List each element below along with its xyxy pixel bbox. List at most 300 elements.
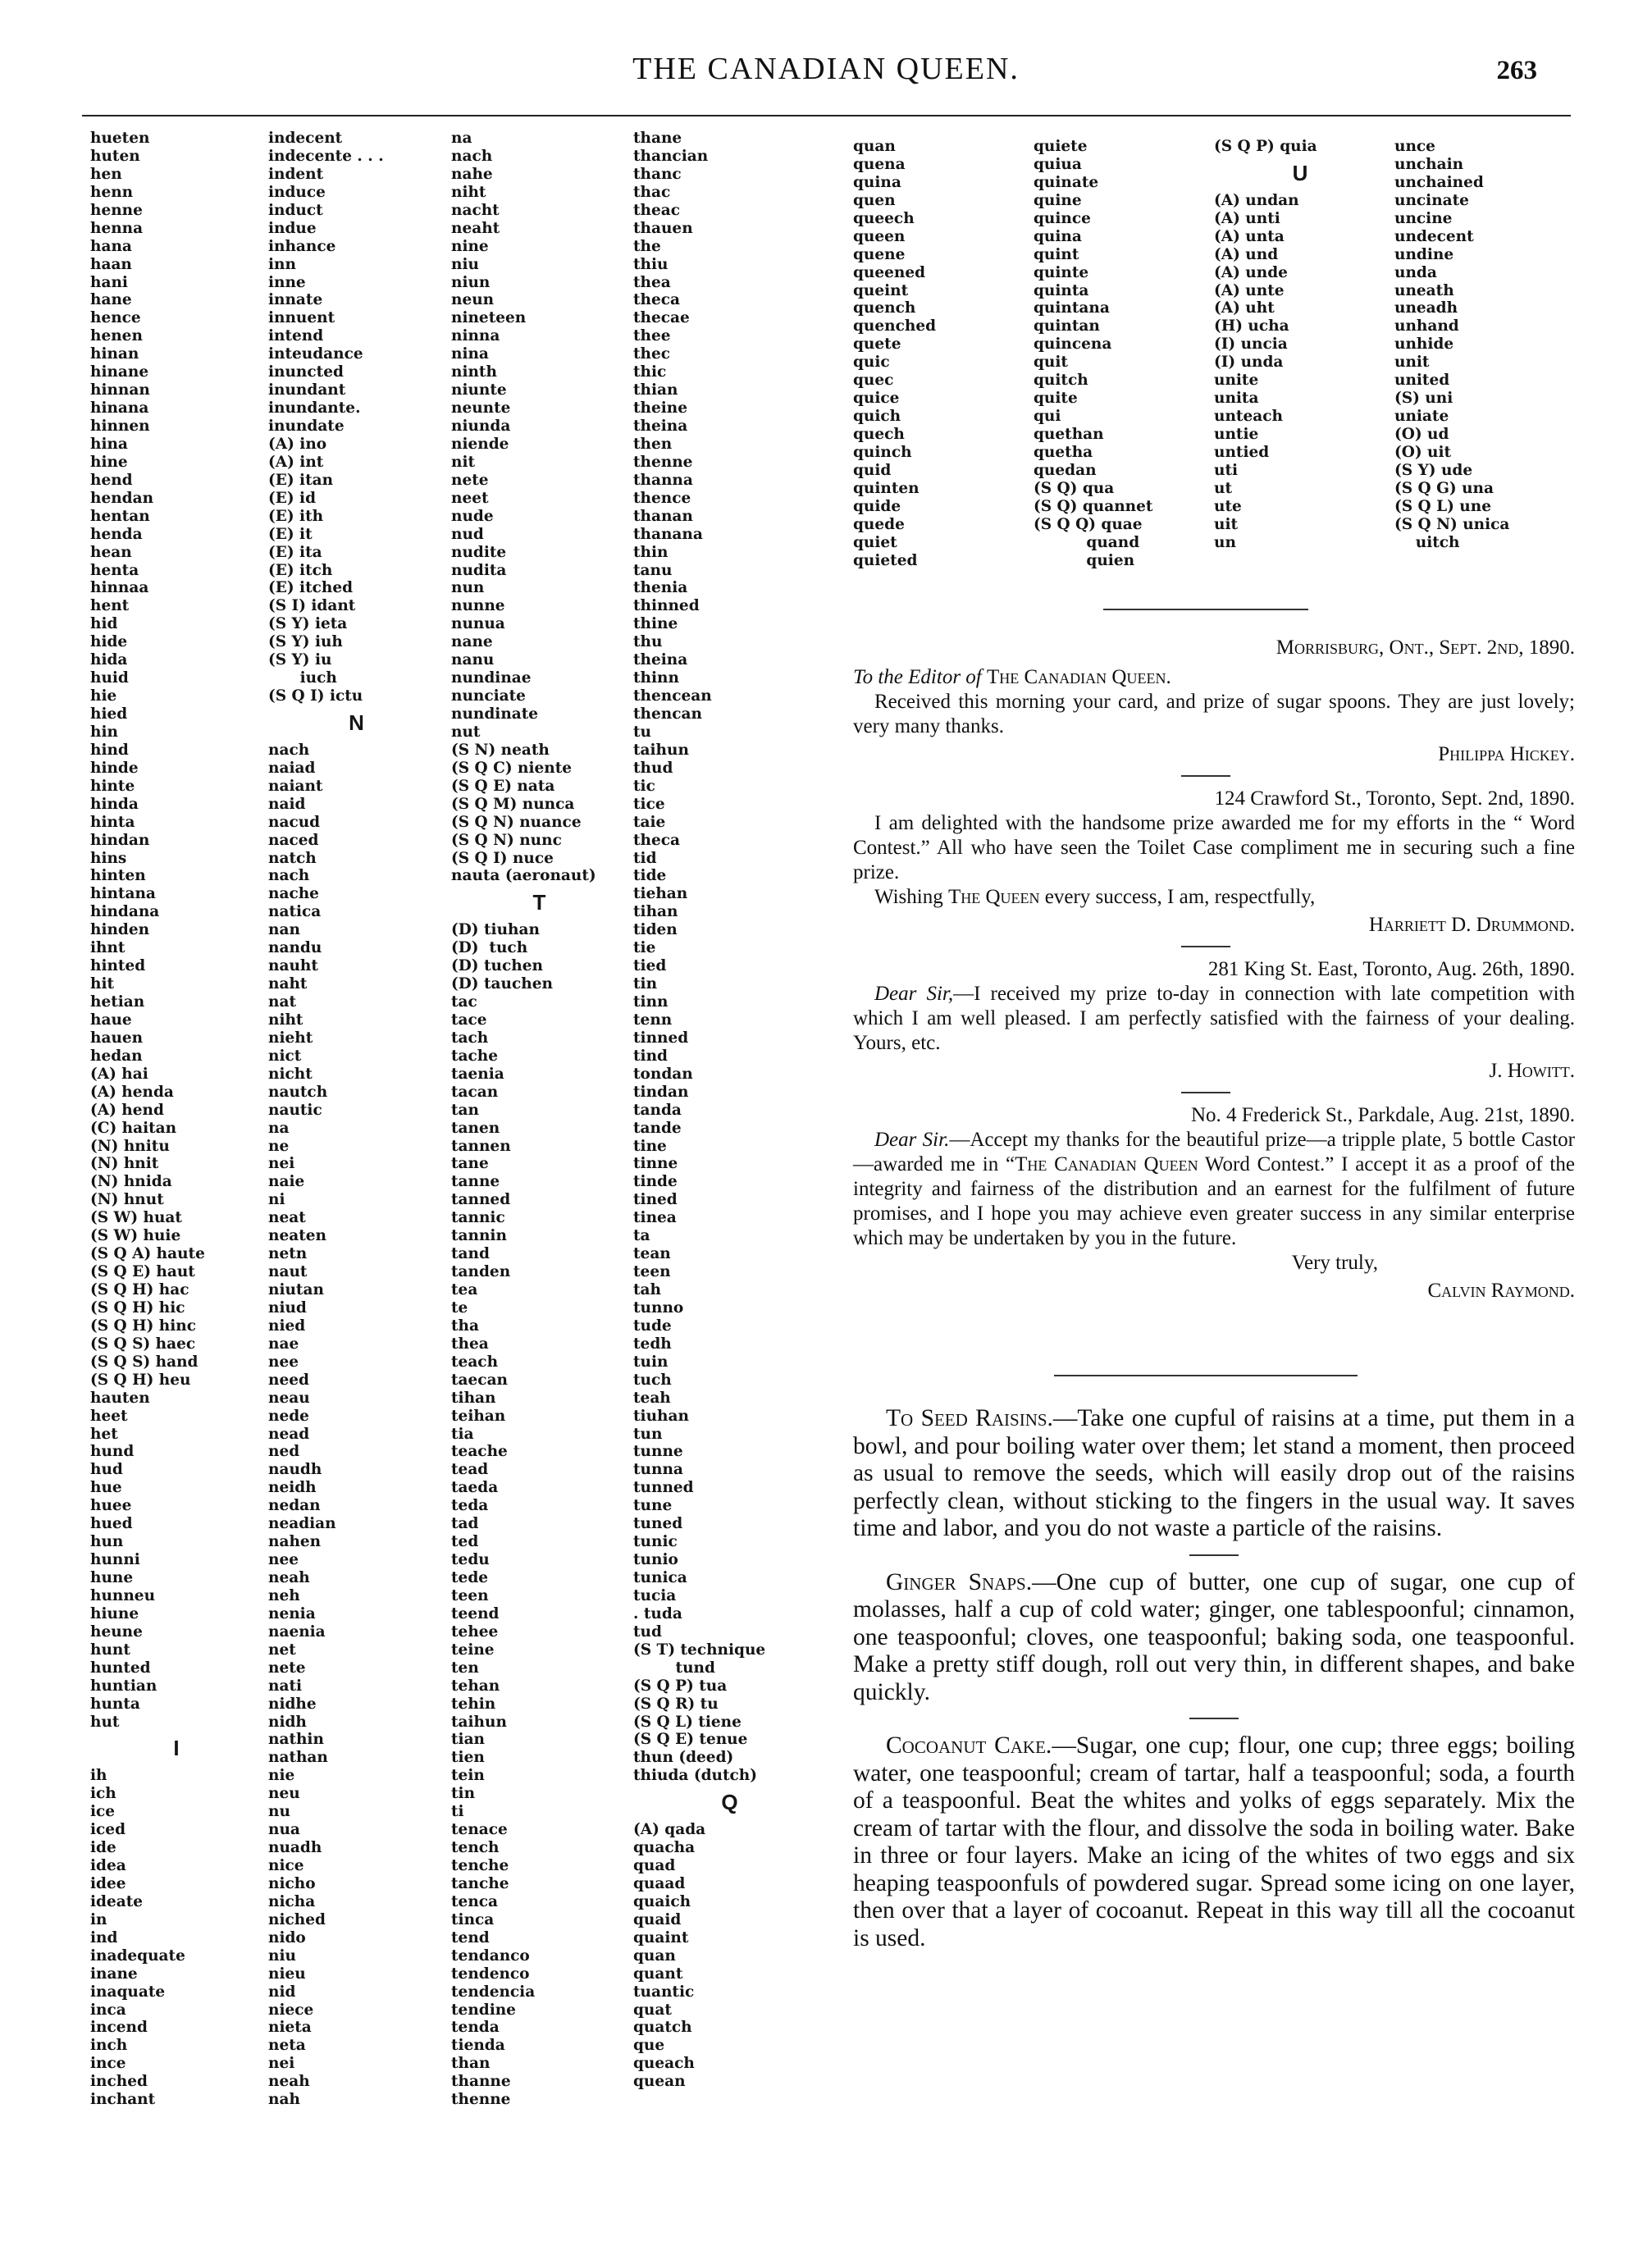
word-entry: tand [451, 1245, 490, 1263]
word-entry: hueten [90, 130, 150, 147]
word-entry: incend [90, 2019, 148, 2037]
word-entry: quintana [1034, 299, 1110, 317]
word-entry: tin [451, 1785, 476, 1803]
word-entry: nice [268, 1857, 304, 1875]
recipe [853, 1732, 1575, 1952]
word-entry: nict [268, 1047, 302, 1065]
word-entry: tunica [633, 1569, 687, 1586]
word-entry: tihan [451, 1389, 496, 1407]
word-entry: quand [1034, 533, 1140, 551]
word-entry: niunda [451, 418, 511, 435]
word-entry: quinte [1034, 263, 1089, 281]
recipe-body: —Sugar, one cup; flour, one cup; three eggs; boiling water, one teaspoonful; cream of tartar, half a teaspoonful; soda, a fourth of a teaspoonful. Beat the whites and yolks of eggs separately. Mix the cream of tartar with the flour, and dissolve the soda in boiling water. Bake in three or four layers. Make an icing of the whites of two eggs and six heaping teaspoonfuls of powdered sugar. Spread some icing on one layer, then over that a layer of cocoanut. Repeat in this way till all the cocoanut is used. [853, 1732, 1575, 1951]
word-entry: uit [1214, 515, 1239, 533]
word-entry: hid [90, 615, 118, 633]
word-entry: tinde [633, 1173, 678, 1191]
word-entry: hinda [90, 795, 139, 813]
word-entry: thiu [633, 255, 669, 273]
word-entry: tedu [451, 1551, 490, 1569]
word-entry: tendenco [451, 1965, 530, 1983]
word-entry: teine [451, 1641, 495, 1659]
word-entry: ninna [451, 327, 500, 345]
word-entry: nidhe [268, 1695, 317, 1713]
word-entry: tid [633, 849, 657, 867]
word-entry: tend [451, 1928, 490, 1947]
word-entry: innate [268, 291, 323, 309]
word-entry: theac [633, 201, 681, 219]
word-entry: nineteen [451, 309, 527, 327]
word-entry: hinana [90, 399, 149, 418]
word-entry: nedan [268, 1497, 321, 1515]
word-entry: ide [90, 1839, 116, 1857]
word-entry: (N) hnitu [90, 1137, 170, 1155]
word-entry: tuch [633, 1371, 672, 1389]
word-entry: (C) haitan [90, 1119, 177, 1137]
recipe [853, 1569, 1575, 1707]
word-entry: hinted [90, 957, 146, 975]
word-column-5 [853, 138, 1025, 570]
word-entry: (A) undan [1214, 191, 1299, 209]
word-entry: nicht [268, 1065, 313, 1083]
word-entry: thine [633, 615, 678, 633]
word-entry: tinne [633, 1155, 678, 1173]
word-entry: quec [853, 372, 894, 390]
word-entry: need [268, 1371, 309, 1389]
word-entry: nee [268, 1353, 299, 1371]
word-entry: quedan [1034, 461, 1097, 479]
word-entry: taie [633, 813, 666, 831]
word-column-4 [633, 130, 826, 2091]
word-entry: (S Q S) hand [90, 1353, 199, 1371]
letter-body: Received this morning your card, and prize of sugar spoons. They are just lovely; very many thanks. [853, 691, 1575, 737]
word-entry: intend [268, 327, 324, 345]
word-entry: (S Y) iuh [268, 633, 343, 651]
word-entry: quite [1034, 390, 1078, 408]
word-entry: teen [451, 1586, 489, 1604]
word-entry: hindan [90, 831, 150, 849]
word-entry: iuch [268, 669, 337, 687]
word-entry: tendine [451, 2001, 516, 2019]
word-entry: inch [90, 2037, 128, 2055]
word-entry: na [268, 1119, 290, 1137]
recipe-divider [1189, 1718, 1239, 1719]
word-entry: (S Q H) hinc [90, 1317, 196, 1335]
word-entry: uneadh [1394, 299, 1458, 317]
word-column-1 [90, 130, 262, 2109]
word-entry: nete [451, 471, 489, 489]
word-entry: tinca [451, 1910, 495, 1928]
word-entry: neadian [268, 1515, 336, 1533]
word-entry: quena [853, 155, 906, 173]
word-entry: hied [90, 705, 128, 723]
letter-heading: T [532, 890, 546, 915]
word-entry: queen [853, 227, 906, 245]
word-entry: tean [633, 1245, 671, 1263]
word-entry: niutan [268, 1281, 324, 1299]
word-entry: un [1214, 533, 1236, 551]
word-entry: hine [90, 453, 128, 471]
letter-signature: Philippa Hickey. [1438, 743, 1575, 765]
word-entry: huten [90, 147, 140, 165]
word-entry: tunne [633, 1443, 683, 1461]
word-entry: hinte [90, 777, 135, 795]
word-entry: neah [268, 1569, 310, 1587]
word-entry: (S Q H) hic [90, 1298, 185, 1317]
word-entry: nahen [268, 1533, 322, 1551]
word-entry: het [90, 1425, 118, 1443]
word-entry: quiet [853, 533, 897, 551]
word-entry: tie [633, 939, 656, 957]
word-entry: tihan [633, 903, 678, 921]
word-entry: nid [268, 1983, 296, 2001]
word-entry: huee [90, 1497, 132, 1515]
word-entry: tiuhan [633, 1407, 689, 1425]
recipe-title: Cocoanut Cake. [886, 1732, 1052, 1759]
word-entry: heune [90, 1622, 143, 1641]
letter-dateline: Morrisburg, Ont., Sept. 2nd, 1890. [1276, 637, 1575, 659]
word-entry: tendencia [451, 1983, 536, 2001]
word-entry: (S Q N) unica [1394, 515, 1510, 533]
word-entry: nae [268, 1335, 299, 1353]
word-entry: nenia [268, 1604, 316, 1622]
word-entry: quad [633, 1857, 676, 1875]
word-entry: hunt [90, 1641, 130, 1659]
word-entry: (N) hnut [90, 1191, 164, 1209]
letter-heading: N [349, 710, 364, 735]
word-entry: haan [90, 255, 132, 273]
word-entry: tienda [451, 2037, 505, 2055]
word-entry: hence [90, 309, 141, 327]
word-entry: quinten [853, 479, 920, 497]
word-entry: neau [268, 1389, 310, 1407]
word-entry: hued [90, 1515, 133, 1533]
word-entry: uncine [1394, 209, 1453, 227]
word-entry: tien [451, 1749, 485, 1767]
word-entry: inne [268, 273, 306, 291]
word-entry: nat [268, 993, 296, 1011]
recipe-body: —Take one cupful of raisins at a time, put them in a bowl, and pour boiling water over them; let stand a moment, then proceed as usual to remove the seeds, which will easily drop out of the raisins perfectly clean, without sticking to the fingers in the usual way. It saves time and labor, and you do not waste a particle of the raisins. [853, 1405, 1576, 1541]
word-entry: thanne [451, 2073, 511, 2091]
word-entry: quethan [1034, 426, 1104, 443]
word-entry: indent [268, 165, 324, 183]
word-entry: thanan [633, 507, 693, 525]
word-entry: tanen [451, 1119, 500, 1137]
word-entry: quacha [633, 1839, 696, 1857]
word-entry: nanu [451, 651, 495, 669]
word-entry: thud [633, 759, 673, 777]
word-entry: hedan [90, 1047, 143, 1065]
word-entry: niunte [451, 381, 507, 399]
word-entry: nauta (aeronaut) [451, 867, 596, 885]
word-entry: hit [90, 975, 115, 993]
word-entry: tede [451, 1569, 489, 1587]
word-entry: niud [268, 1298, 307, 1317]
word-entry: neu [268, 1785, 300, 1803]
word-entry: hinten [90, 867, 146, 885]
word-entry: hunni [90, 1551, 140, 1569]
word-entry: (A) hai [90, 1065, 148, 1083]
word-entry: tude [633, 1317, 672, 1335]
word-entry: henn [90, 183, 134, 201]
letter-signature: J. Howitt. [1489, 1060, 1575, 1082]
word-entry: induct [268, 201, 323, 219]
letter [853, 1103, 1575, 1303]
word-entry: (N) hnida [90, 1173, 172, 1191]
word-entry: quant [633, 1965, 683, 1983]
word-entry: neunte [451, 399, 511, 418]
word-entry: nud [451, 525, 484, 543]
word-entry: (E) itch [268, 561, 333, 579]
word-entry: quide [853, 497, 901, 515]
letter-signature: Harriett D. Drummond. [1368, 914, 1575, 936]
word-entry: nan [268, 921, 300, 939]
word-entry: hinde [90, 759, 139, 777]
word-entry: niende [451, 435, 509, 453]
word-entry: hean [90, 543, 132, 561]
section-rule [1054, 1375, 1358, 1376]
word-entry: tund [633, 1659, 715, 1677]
word-entry: niched [268, 1910, 326, 1928]
word-entry: thee [633, 327, 671, 345]
word-entry: hin [90, 723, 118, 741]
word-entry: (S Q) quannet [1034, 497, 1153, 515]
word-entry: nauht [268, 957, 318, 975]
word-entry: tud [633, 1622, 662, 1641]
word-entry: theine [633, 399, 688, 418]
publication-name: The Queen [947, 886, 1040, 908]
word-entry: neaten [268, 1227, 326, 1245]
word-entry: naenia [268, 1622, 326, 1641]
word-entry: nache [268, 885, 319, 903]
word-entry: niht [451, 183, 486, 201]
word-entry: ice [90, 1803, 116, 1821]
word-entry: nane [451, 633, 493, 651]
letter-body-continued: Wishing The Queen every success, I am, respectfully, [874, 886, 1316, 908]
word-entry: nit [451, 453, 476, 471]
word-entry: (E) itched [268, 579, 354, 597]
word-entry: (S Q L) une [1394, 497, 1491, 515]
word-entry: (S W) huat [90, 1209, 182, 1227]
word-entry: tunna [633, 1461, 683, 1479]
word-entry: (S Y) ude [1394, 461, 1473, 479]
word-entry: thencan [633, 705, 702, 723]
word-entry: henta [90, 561, 139, 579]
word-entry: nead [268, 1425, 310, 1443]
word-entry: unchained [1394, 173, 1484, 191]
word-entry: hiune [90, 1604, 139, 1622]
word-entry: (S Q I) ictu [268, 687, 363, 705]
word-entry: thun (deed) [633, 1749, 734, 1767]
word-entry: nede [268, 1407, 309, 1425]
word-entry: (S Q M) nunca [451, 795, 575, 813]
word-entry: naie [268, 1173, 305, 1191]
word-entry: theina [633, 651, 688, 669]
word-entry: tenche [451, 1857, 509, 1875]
word-entry: tiehan [633, 885, 688, 903]
word-entry: neta [268, 2037, 306, 2055]
word-entry: tad [451, 1515, 479, 1533]
word-entry: (S Q P) quia [1214, 138, 1317, 155]
word-entry: quaich [633, 1892, 691, 1910]
word-entry: hind [90, 741, 129, 759]
word-entry: (S Q E) haut [90, 1263, 195, 1281]
word-entry: indue [268, 219, 317, 237]
word-entry: tuantic [633, 1983, 695, 2001]
word-entry: (D) tauchen [451, 975, 553, 993]
word-entry: natica [268, 903, 322, 921]
word-entry: (S Q E) tenue [633, 1731, 748, 1749]
letter-heading: Q [721, 1790, 738, 1815]
word-entry: tondan [633, 1065, 693, 1083]
word-entry: tace [451, 1011, 487, 1029]
word-entry: hinnen [90, 418, 150, 435]
letter-divider [1181, 775, 1230, 777]
word-entry: tendanco [451, 1947, 530, 1965]
word-entry: taecan [451, 1371, 509, 1389]
word-entry: qui [1034, 408, 1061, 426]
word-entry: tande [633, 1119, 682, 1137]
word-entry: quaint [633, 1928, 689, 1947]
word-entry: nunne [451, 597, 505, 615]
word-entry: (A) unti [1214, 209, 1280, 227]
word-entry: tunio [633, 1551, 678, 1569]
word-entry: tic [633, 777, 655, 795]
word-entry: nunua [451, 615, 505, 633]
word-entry: taenia [451, 1065, 504, 1083]
word-entry: quaad [633, 1874, 686, 1892]
running-title: THE CANADIAN QUEEN. [632, 52, 1020, 86]
word-entry: quich [853, 408, 901, 426]
word-entry: (S I) idant [268, 597, 356, 615]
word-entry: queach [633, 2055, 695, 2073]
page-number: 263 [1496, 56, 1537, 85]
word-entry: quenched [853, 317, 937, 335]
word-entry: tanned [451, 1191, 511, 1209]
word-entry: naiant [268, 777, 323, 795]
word-entry: (S Q H) heu [90, 1371, 191, 1389]
word-entry: hida [90, 651, 128, 669]
word-entry: huid [90, 669, 129, 687]
word-entry: nun [451, 579, 485, 597]
recipe-title: Ginger Snaps. [886, 1568, 1033, 1595]
word-entry: hide [90, 633, 128, 651]
word-entry: (S Q C) niente [451, 759, 573, 777]
word-entry: hie [90, 687, 117, 705]
word-entry: niht [268, 1011, 303, 1029]
word-entry: inca [90, 2001, 126, 2019]
word-entry: (E) ita [268, 543, 322, 561]
word-entry: hetian [90, 993, 145, 1011]
word-entry: nautch [268, 1083, 328, 1101]
word-entry: unhand [1394, 317, 1459, 335]
letters-section [853, 636, 1575, 1303]
word-entry: ted [451, 1533, 479, 1551]
word-entry: (N) hnit [90, 1155, 159, 1173]
word-entry: (D) tiuhan [451, 921, 540, 939]
word-entry: tanda [633, 1101, 682, 1119]
word-entry: quinate [1034, 173, 1099, 191]
word-entry: queened [853, 263, 926, 281]
word-entry: tenda [451, 2019, 500, 2037]
word-entry: (E) it [268, 525, 313, 543]
word-entry: tanche [451, 1874, 509, 1892]
word-entry: ni [268, 1191, 285, 1209]
word-entry: ute [1214, 497, 1242, 515]
section-rule [1103, 609, 1308, 610]
word-entry: nathan [268, 1749, 328, 1767]
word-entry: (I) uncia [1214, 335, 1288, 354]
letter-closing: Very truly, [1291, 1252, 1378, 1274]
recipe-divider [1189, 1554, 1239, 1556]
word-entry: (D) tuchen [451, 957, 543, 975]
word-entry: nudite [451, 543, 507, 561]
word-entry: (A) unde [1214, 263, 1288, 281]
word-entry: thinn [633, 669, 679, 687]
word-entry: (S Q N) nunc [451, 831, 562, 849]
word-entry: quinch [853, 443, 912, 461]
word-entry: nidh [268, 1713, 307, 1731]
word-entry: tind [633, 1047, 668, 1065]
word-entry: quinta [1034, 281, 1089, 299]
letter [853, 636, 1575, 767]
word-entry: theca [633, 831, 681, 849]
word-entry: quina [1034, 227, 1082, 245]
word-entry: tian [451, 1731, 486, 1749]
word-entry: quid [853, 461, 892, 479]
word-column-3 [451, 130, 627, 2109]
word-entry: niece [268, 2001, 314, 2019]
word-entry: tunned [633, 1479, 694, 1497]
word-entry: unite [1214, 372, 1259, 390]
word-entry: hane [90, 291, 132, 309]
word-entry: (A) qada [633, 1821, 706, 1839]
word-entry: ihnt [90, 939, 125, 957]
word-entry: nido [268, 1928, 306, 1947]
word-entry: undecent [1394, 227, 1474, 245]
word-entry: thec [633, 345, 671, 363]
letter [853, 787, 1575, 938]
word-entry: nach [268, 741, 310, 759]
word-entry: thence [633, 489, 691, 507]
word-entry: tehin [451, 1695, 496, 1713]
word-entry: thian [633, 381, 678, 399]
word-entry: teah [633, 1389, 671, 1407]
word-entry: (E) itan [268, 471, 334, 489]
letter-heading: U [1292, 160, 1308, 185]
word-entry: ih [90, 1767, 107, 1785]
word-entry: nied [268, 1317, 306, 1335]
word-entry: undine [1394, 245, 1454, 263]
word-entry: tah [633, 1281, 661, 1298]
word-entry: tane [451, 1155, 489, 1173]
word-entry: (S) uni [1394, 390, 1453, 408]
word-entry: niu [451, 255, 479, 273]
word-entry: uniate [1394, 408, 1449, 426]
word-entry: tein [451, 1767, 485, 1785]
word-entry: quede [853, 515, 905, 533]
word-entry: nicho [268, 1874, 316, 1892]
word-entry: haue [90, 1011, 132, 1029]
word-entry: teihan [451, 1407, 506, 1425]
word-entry: net [268, 1641, 296, 1659]
word-entry: unita [1214, 390, 1259, 408]
word-entry: (S W) huie [90, 1227, 181, 1245]
word-entry: (S Q) qua [1034, 479, 1115, 497]
word-entry: hun [90, 1533, 124, 1551]
word-entry: quine [1034, 191, 1082, 209]
word-entry: hinden [90, 921, 150, 939]
word-entry: thu [633, 633, 663, 651]
